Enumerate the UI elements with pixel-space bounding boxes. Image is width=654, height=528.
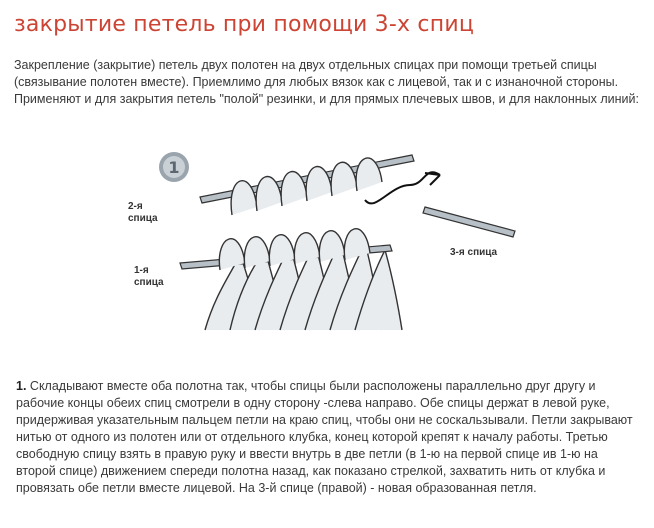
label-needle-2-line1: 2-я <box>128 201 143 212</box>
label-needle-3: 3-я спица <box>450 247 498 258</box>
page-title: закрытие петель при помощи 3-х спиц <box>14 12 474 37</box>
step-paragraph <box>16 378 641 497</box>
step-number: 1. <box>16 379 27 393</box>
needle-3 <box>423 207 515 237</box>
label-needle-2-line2: спица <box>128 213 158 224</box>
label-needle-1-line2: спица <box>134 277 164 288</box>
loops-needle-1 <box>219 229 370 270</box>
label-needle-1-line1: 1-я <box>134 265 149 276</box>
knitting-diagram <box>120 145 520 345</box>
step-text: Складывают вместе оба полотна так, чтобы спицы были расположены параллельно друг другу и рабочие концы обеих спиц смотрели в одну сторону -слева направо. Обе спицы держат в левой руке, придерживая указательным пальцем петли на краю спиц, чтобы они не соскальзывали. Петли закрывают нитью от одного из полотен или от отдельного клубка, конец которой крепят к началу работы. Третью свободную спицу взять в правую руку и ввести внутрь в две петли (в 1-ю на первой спице ив 1-ю на второй спице) движением спереди полотна назад, как показано стрелкой, захватить нить от клубка и провязать обе петли вместе лицевой. На 3-й спице (правой) - новая образованная петля. <box>16 379 633 495</box>
intro-paragraph: Закрепление (закрытие) петель двух полотен на двух отдельных спицах при помощи третьей спицы (связывание полотен вместе). Приемлимо для любых вязок как с лицевой, так и с изнаночной стороны. Применяют и для закрытия петель "полой" резинки, и для прямых плечевых швов, и для наклонных линий: <box>14 58 639 106</box>
knitting-illustration <box>120 145 520 345</box>
step-badge-number: 1 <box>168 158 180 177</box>
